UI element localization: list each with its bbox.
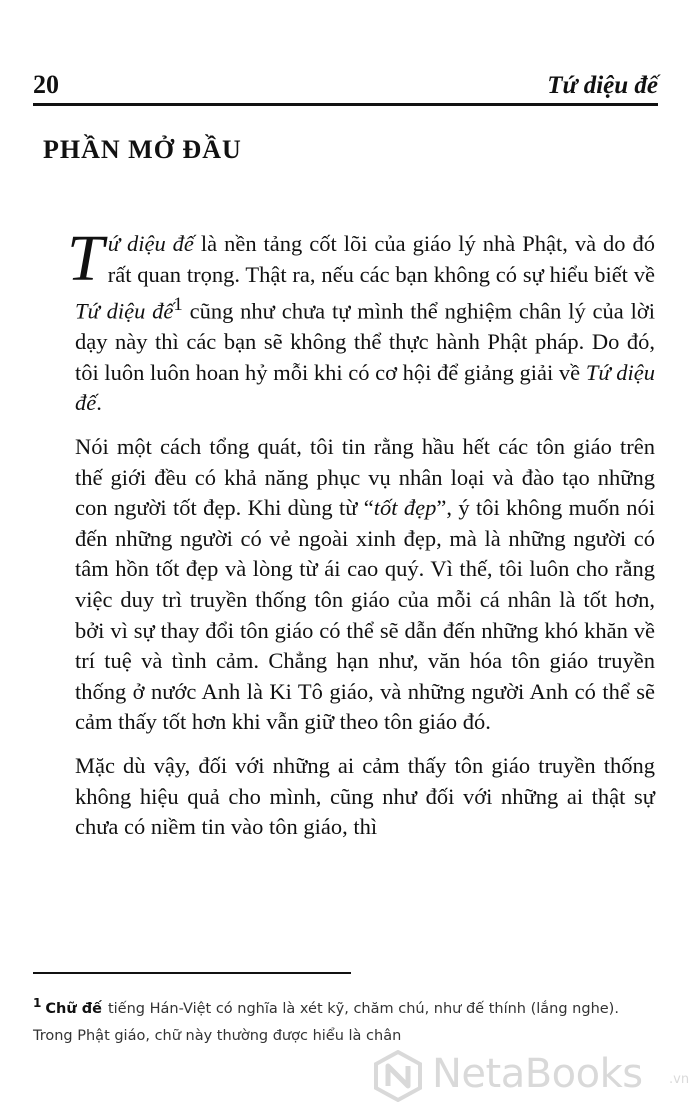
footnote bbox=[33, 990, 655, 1050]
page-header bbox=[33, 70, 658, 104]
paragraph-2-text-c: ”, ý tôi không muốn nói đến những người có vẻ ngoài xinh đẹp, mà là những người có tâm hồn tốt đẹp và lòng từ ái cao quý. Vì thế, tôi luôn cho rằng việc duy trì truyền thống tôn giáo của mỗi cá nhân là tốt hơn, bởi vì sự thay đổi tôn giáo có thể sẽ dẫn đến những khó khăn về trí tuệ và tình cảm. Chẳng hạn như, văn hóa tôn giáo truyền thống ở nước Anh là Ki Tô giáo, và những người Anh có thể sẽ cảm thấy tốt hơn khi vẫn giữ theo tôn giáo đó. bbox=[75, 495, 655, 735]
paragraph-3-text-a: Mặc dù vậy, đối với những ai cảm thấy tôn giáo truyền thống không hiệu quả cho mình, cũng như đối với những ai thật sự chưa có niềm tin vào tôn giáo, thì bbox=[75, 753, 655, 840]
paragraph-2-text-a: Nói một cách tổng quát, tôi tin rằng hầu hết các tôn giáo trên thế giới đều có khả năng phục vụ nhân loại và đào tạo những con người tốt đẹp. Khi dùng từ “ bbox=[75, 434, 655, 521]
footnote-term: Chữ đế bbox=[45, 1000, 102, 1017]
watermark-brand: NetaBooks bbox=[432, 1051, 643, 1097]
footnote-text: tiếng Hán-Việt có nghĩa là xét kỹ, chăm chú, như đế thính (lắng nghe). Trong Phật giáo, chữ này thường được hiểu là chân bbox=[33, 1000, 619, 1044]
body-text bbox=[67, 222, 656, 856]
lead-italic: ứ diệu đế bbox=[107, 231, 194, 256]
quoted-italic: tốt đẹp bbox=[373, 495, 437, 521]
paragraph-1-text-c: cũng như chưa tự mình thể nghiệm chân lý của lời dạy này thì các bạn sẽ không thể thực hành Phật pháp. Do đó, tôi luôn luôn hoan hỷ mỗi khi có cơ hội để giảng giải về bbox=[75, 298, 656, 385]
term-italic-2: Tứ diệu đế bbox=[75, 359, 655, 416]
running-title: Tứ diệu đế bbox=[547, 72, 658, 99]
watermark bbox=[372, 1046, 697, 1106]
drop-cap: T bbox=[67, 222, 104, 295]
footnote-rule bbox=[33, 972, 351, 974]
footnote-mark: 1 bbox=[33, 996, 42, 1010]
paragraph-1-text-a: là nền tảng cốt lõi của giáo lý nhà Phật, và do đó rất quan trọng. Thật ra, nếu các bạn không có sự hiểu biết về bbox=[107, 231, 656, 287]
netabooks-logo-icon bbox=[372, 1050, 424, 1102]
header-rule bbox=[33, 103, 658, 106]
paragraph-1 bbox=[67, 222, 656, 419]
paragraph-1-text-e: . bbox=[96, 390, 102, 416]
paragraph-2 bbox=[75, 432, 655, 738]
section-heading: PHẦN MỞ ĐẦU bbox=[43, 135, 242, 164]
watermark-suffix: .vn bbox=[669, 1072, 690, 1087]
term-italic: Tứ diệu đế bbox=[75, 298, 174, 324]
paragraph-3 bbox=[75, 751, 655, 843]
footnote-reference: 1 bbox=[173, 294, 183, 316]
page-number: 20 bbox=[33, 70, 59, 99]
